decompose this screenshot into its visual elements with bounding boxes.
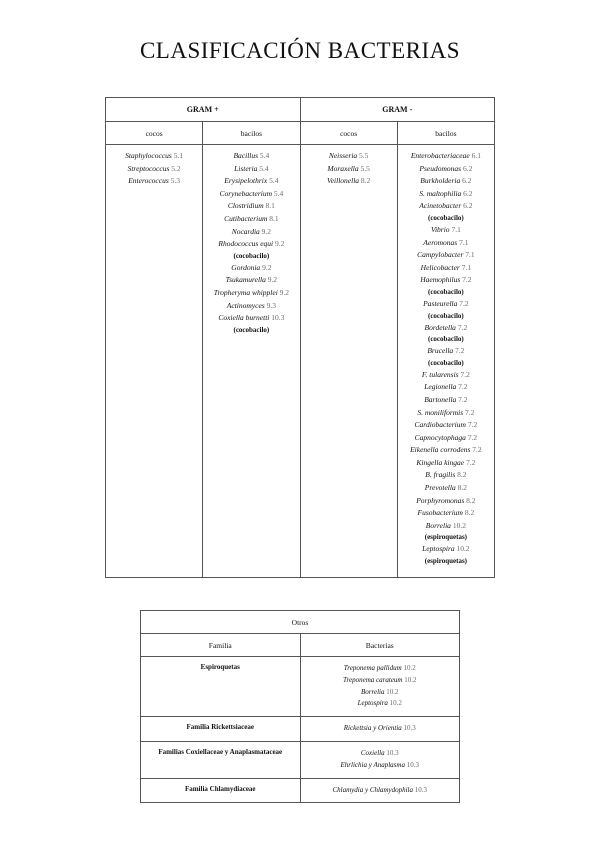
chapter-code: 7.1 [451, 224, 461, 234]
chapter-code: 10.3 [414, 785, 427, 794]
bacterias-cell [300, 741, 460, 778]
col-header-neg-cocos: cocos [300, 122, 397, 145]
bacteria-name: F. tularensis [421, 369, 459, 379]
bacteria-name: Haemophilus [420, 275, 461, 285]
bacteria-entry [398, 381, 494, 394]
chapter-code: 7.1 [461, 262, 472, 272]
bacteria-entry [203, 163, 299, 176]
bacteria-entry [398, 432, 494, 445]
chapter-code: 6.1 [471, 151, 481, 160]
otros-row [141, 741, 460, 778]
bacteria-name: Streptococcus [127, 163, 170, 173]
gram-negative-header: GRAM - [300, 98, 495, 122]
chapter-code: 7.2 [459, 298, 469, 308]
bacteria-entry [398, 407, 494, 420]
page-title: CLASIFICACIÓN BACTERIAS [139, 38, 461, 63]
chapter-code: 6.2 [462, 163, 473, 173]
chapter-code: 6.2 [463, 201, 473, 211]
bacterias-cell [300, 717, 460, 742]
morphology-note: (espiroquetas) [424, 557, 467, 566]
chapter-code: 10.2 [456, 544, 470, 554]
bacteria-name: Vibrio [430, 224, 450, 234]
col-header-neg-bacilos: bacilos [397, 122, 494, 145]
bacteria-name: Rhodococcus equi [218, 239, 274, 249]
bacteria-entry [203, 200, 299, 213]
otros-body [141, 657, 460, 803]
chapter-code: 7.2 [467, 432, 478, 442]
chapter-code: 8.2 [457, 483, 467, 493]
familia-cell: Familias Coxiellaceae y Anaplasmataceae [141, 741, 301, 778]
bacteria-name: Staphylococcus [125, 151, 172, 160]
chapter-code: 7.1 [459, 237, 469, 247]
chapter-code: 10.2 [386, 687, 399, 696]
chapter-code: 10.3 [406, 760, 419, 769]
bacteria-entry [106, 175, 202, 188]
bacteria-entry [398, 200, 494, 224]
bacteria-name: Coxiella [360, 748, 385, 757]
bacteria-entry [398, 237, 494, 250]
morphology-note: (cocobacilo) [233, 251, 270, 260]
chapter-code: 10.2 [452, 520, 466, 530]
bacteria-entry [303, 663, 458, 675]
col-header-pos-bacilos: bacilos [203, 122, 300, 145]
bacteria-entry [398, 369, 494, 382]
bacteria-entry [398, 274, 494, 298]
bacteria-entry [203, 213, 299, 226]
chapter-code: 6.2 [462, 176, 472, 186]
morphology-note: (cocobacilo) [427, 311, 464, 320]
bacteria-name: Cardiobacterium [414, 420, 466, 430]
bacteria-entry [303, 760, 458, 772]
bacteria-entry [303, 723, 458, 735]
chapter-code: 10.3 [403, 724, 416, 733]
bacteria-name: Clostridium [227, 201, 264, 211]
bacteria-name: S. moniliformis [417, 407, 464, 417]
bacteria-name: Ehrlichia y Anaplasma [340, 760, 405, 769]
morphology-note: (cocobacilo) [427, 335, 464, 344]
morphology-note: (cocobacilo) [427, 213, 464, 222]
bacteria-entry [203, 262, 299, 275]
col-neg-bacilos [397, 145, 494, 578]
bacteria-name: Actinomyces [226, 300, 265, 310]
chapter-code: 7.1 [465, 250, 475, 260]
chapter-code: 5.4 [259, 163, 269, 173]
chapter-code: 9.2 [267, 275, 278, 285]
bacteria-name: Bacillus [233, 151, 259, 160]
chapter-code: 5.4 [273, 188, 284, 198]
chapter-code: 9.2 [262, 262, 272, 272]
bacteria-entry [398, 419, 494, 432]
bacteria-name: Tsukamurella [225, 275, 266, 285]
bacteria-entry [301, 175, 397, 188]
bacteria-entry [398, 469, 494, 482]
bacteria-name: Treponema carateum [343, 675, 403, 684]
morphology-note: (cocobacilo) [233, 325, 270, 334]
bacteria-name: Bordetella [424, 322, 456, 332]
bacteria-name: Kingella kingae [416, 457, 465, 467]
otros-table [140, 610, 460, 803]
chapter-code: 6.2 [463, 188, 473, 198]
bacteria-entry [398, 444, 494, 457]
bacteria-entry [398, 224, 494, 237]
bacteria-name: Gordonia [231, 262, 261, 272]
bacteria-entry [106, 150, 202, 163]
chapter-code: 9.3 [266, 300, 276, 310]
chapter-code: 5.5 [359, 151, 369, 160]
bacteria-entry [106, 163, 202, 176]
bacteria-entry [203, 312, 299, 336]
bacteria-entry [398, 457, 494, 470]
bacteria-entry [398, 507, 494, 520]
morphology-note: (cocobacilo) [427, 287, 464, 296]
bacteria-entry [301, 150, 397, 163]
chapter-code: 7.2 [458, 382, 468, 392]
bacteria-entry [398, 262, 494, 275]
col-pos-cocos [106, 145, 203, 578]
bacteria-name: Enterobacteriaceae [410, 151, 470, 160]
chapter-code: 7.2 [462, 275, 472, 285]
bacteria-entry [398, 394, 494, 407]
chapter-code: 8.2 [360, 176, 371, 186]
gram-table [105, 97, 495, 578]
bacteria-entry [398, 520, 494, 544]
bacteria-entry [398, 298, 494, 322]
bacteria-name: B. fragilis [425, 470, 456, 480]
bacteria-entry [303, 687, 458, 699]
otros-title: Otros [141, 611, 460, 634]
bacteria-name: Brucella [427, 346, 454, 356]
chapter-code: 9.2 [279, 287, 290, 297]
chapter-code: 8.2 [464, 508, 475, 518]
gram-positive-header: GRAM + [106, 98, 301, 122]
bacteria-name: Listeria [234, 163, 258, 173]
bacteria-name: Leptospira [357, 699, 388, 708]
bacteria-name: Veillonella [326, 176, 360, 186]
bacteria-entry [303, 698, 458, 710]
col-header-pos-cocos: cocos [106, 122, 203, 145]
bacteria-name: Chlamydia y Chlamydophila [332, 785, 413, 794]
bacteria-entry [203, 188, 299, 201]
col-header-bacterias: Bacterias [300, 634, 460, 657]
chapter-code: 5.5 [360, 163, 370, 173]
chapter-code: 7.2 [460, 369, 470, 379]
chapter-code: 9.2 [261, 226, 272, 236]
chapter-code: 10.2 [389, 699, 402, 708]
bacteria-entry [203, 150, 299, 163]
bacteria-entry [398, 495, 494, 508]
bacteria-name: Leptospira [422, 544, 455, 554]
chapter-code: 5.1 [173, 151, 184, 160]
otros-row [141, 778, 460, 803]
bacteria-entry [398, 175, 494, 188]
bacteria-name: Enterococcus [128, 176, 169, 186]
bacteria-name: Helicobacter [420, 262, 460, 272]
bacteria-name: Corynebacterium [219, 188, 272, 198]
bacteria-entry [303, 675, 458, 687]
col-neg-cocos [300, 145, 397, 578]
familia-cell: Familia Chlamydiaceae [141, 778, 301, 803]
bacteria-name: Tropheryma whipplei [213, 287, 278, 297]
bacteria-name: Acinetobacter [419, 201, 462, 211]
chapter-code: 7.2 [467, 420, 478, 430]
chapter-code: 8.2 [457, 470, 467, 480]
bacteria-entry [398, 322, 494, 346]
chapter-code: 8.1 [265, 201, 275, 211]
chapter-code: 8.1 [269, 213, 279, 223]
familia-cell: Espiroquetas [141, 657, 301, 717]
morphology-note: (cocobacilo) [427, 358, 464, 367]
bacteria-name: Erysipelothrix [224, 176, 268, 186]
chapter-code: 10.2 [404, 675, 417, 684]
bacteria-name: Burkholderia [420, 176, 461, 186]
col-header-familia: Familia [141, 634, 301, 657]
chapter-code: 7.2 [472, 445, 482, 455]
bacteria-entry [301, 163, 397, 176]
familia-cell: Familia Rickettsiaceae [141, 717, 301, 742]
bacteria-name: Borrelia [425, 520, 451, 530]
chapter-code: 5.4 [269, 176, 279, 186]
bacteria-entry [398, 188, 494, 201]
bacteria-entry [203, 226, 299, 239]
bacteria-entry [203, 175, 299, 188]
bacteria-name: Treponema pallidum [343, 664, 402, 672]
bacteria-name: Capnocytophaga [414, 432, 466, 442]
bacteria-entry [398, 543, 494, 567]
morphology-note: (espiroquetas) [424, 533, 467, 542]
otros-row [141, 717, 460, 742]
bacteria-name: Rickettsia y Orientia [343, 724, 402, 733]
chapter-code: 10.2 [403, 664, 416, 672]
chapter-code: 7.2 [465, 407, 475, 417]
bacteria-name: Fusobacterium [417, 508, 463, 518]
bacteria-name: Prevotella [424, 483, 456, 493]
bacteria-name: Aeromonas [423, 237, 458, 247]
bacteria-entry [303, 748, 458, 760]
bacteria-name: Porphyromonas [416, 495, 465, 505]
chapter-code: 7.2 [465, 457, 476, 467]
bacteria-name: Legionella [424, 382, 457, 392]
bacteria-name: Bartonella [424, 394, 457, 404]
bacteria-entry [398, 482, 494, 495]
chapter-code: 10.3 [271, 313, 285, 323]
bacteria-entry [398, 249, 494, 262]
chapter-code: 5.3 [170, 176, 181, 186]
chapter-code: 7.2 [455, 346, 465, 356]
chapter-code: 7.2 [457, 322, 468, 332]
bacteria-name: Cutibacterium [224, 213, 268, 223]
chapter-code: 10.3 [386, 748, 399, 757]
otros-row [141, 657, 460, 717]
bacteria-name: Moraxella [327, 163, 359, 173]
bacteria-entry [398, 150, 494, 163]
bacteria-name: Nocardia [231, 226, 260, 236]
bacterias-cell [300, 778, 460, 803]
chapter-code: 7.2 [458, 394, 468, 404]
bacteria-entry [203, 238, 299, 262]
bacteria-entry [303, 785, 458, 797]
bacteria-name: Neisseria [328, 151, 358, 160]
bacteria-name: Coxiella burnetti [218, 313, 270, 323]
bacteria-name: Pasteurella [423, 298, 458, 308]
chapter-code: 5.2 [171, 163, 181, 173]
bacteria-name: Eikenella corrodens [410, 445, 471, 455]
bacteria-entry [398, 163, 494, 176]
bacteria-name: Borrelia [361, 687, 385, 696]
bacteria-name: Campylobacter [417, 250, 464, 260]
col-pos-bacilos [203, 145, 300, 578]
bacteria-entry [203, 287, 299, 300]
chapter-code: 8.2 [466, 495, 476, 505]
bacterias-cell [300, 657, 460, 717]
chapter-code: 9.2 [275, 239, 285, 249]
bacteria-name: Pseudomonas [419, 163, 462, 173]
bacteria-entry [203, 300, 299, 313]
bacteria-entry [203, 274, 299, 287]
bacteria-name: S. maltophilia [419, 188, 462, 198]
chapter-code: 5.4 [259, 151, 270, 160]
bacteria-entry [398, 345, 494, 369]
